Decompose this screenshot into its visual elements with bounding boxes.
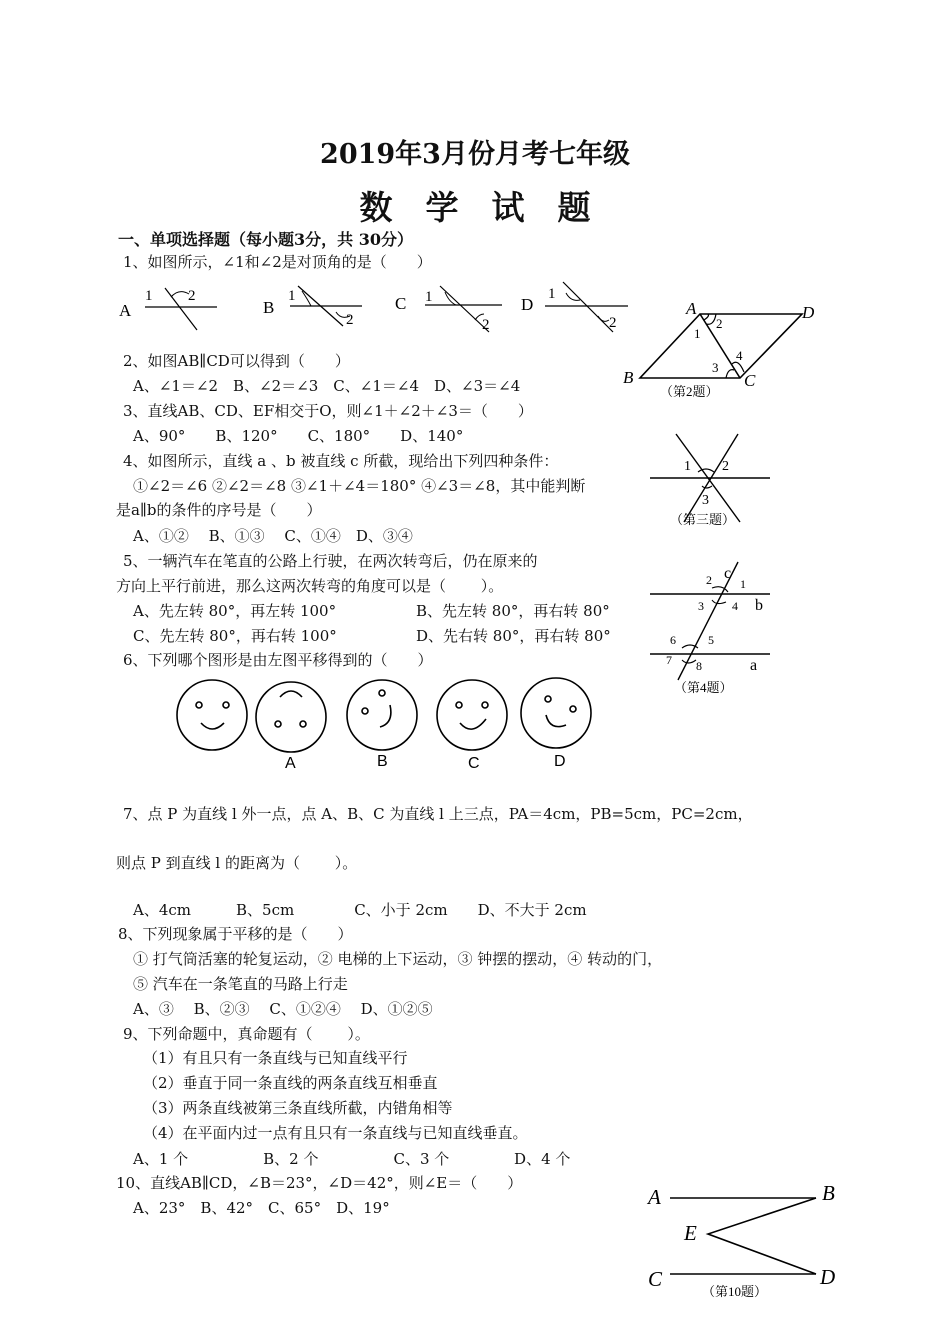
fig4-label-a: a bbox=[750, 657, 758, 674]
q2-stem: 2、如图AB∥CD可以得到（ ） bbox=[123, 352, 350, 370]
q1d-num2: 2 bbox=[609, 315, 617, 331]
q3-stem: 3、直线AB、CD、EF相交于O，则∠1＋∠2＋∠3＝（ ） bbox=[123, 402, 533, 420]
section-heading: 一、单项选择题（每小题3分，共 30分） bbox=[118, 230, 413, 249]
q6-label-c: C bbox=[468, 755, 480, 772]
figure-q2-svg bbox=[620, 296, 820, 406]
q5-option-b: B、先左转 80°，再右转 80° bbox=[416, 602, 610, 620]
q6-c-eye bbox=[482, 702, 488, 708]
q5-option-d: D、先右转 80°，再右转 80° bbox=[416, 627, 611, 645]
q1c-num1: 1 bbox=[425, 289, 433, 305]
fig2-point-b: B bbox=[623, 368, 634, 387]
fig2-arc bbox=[706, 314, 716, 324]
fig4-num7: 7 bbox=[666, 653, 672, 667]
q6-faces bbox=[170, 673, 610, 775]
fig4-num3: 3 bbox=[698, 599, 704, 613]
fig2-arc bbox=[704, 314, 709, 320]
q6-b-eye bbox=[362, 708, 368, 714]
page-title: 2019年3月份月考七年级 bbox=[320, 139, 630, 170]
fig3-caption: （第三题） bbox=[670, 512, 736, 527]
q1b-num1: 1 bbox=[288, 288, 296, 304]
q5-option-c: C、先左转 80°，再右转 100° bbox=[133, 627, 337, 645]
fig10-zigzag bbox=[708, 1198, 816, 1274]
fig2-point-d: D bbox=[802, 303, 815, 322]
q1-figures bbox=[115, 280, 635, 336]
fig2-point-c: C bbox=[744, 371, 756, 390]
figure-q4-svg bbox=[642, 558, 782, 698]
q6-d-eye bbox=[570, 706, 576, 712]
q9-item-2: （2）垂直于同一条直线的两条直线互相垂直 bbox=[143, 1074, 438, 1092]
q2-options: A、∠1＝∠2 B、∠2＝∠3 C、∠1＝∠4 D、∠3＝∠4 bbox=[133, 377, 521, 395]
q9-item-1: （1）有且只有一条直线与已知直线平行 bbox=[143, 1049, 408, 1067]
q1b-num2: 2 bbox=[346, 312, 354, 328]
fig10-point-c: C bbox=[648, 1267, 663, 1291]
figure-q2 bbox=[620, 296, 820, 406]
q1-option-b: B bbox=[263, 298, 275, 317]
fig3-arc bbox=[698, 469, 714, 472]
fig3-num3: 3 bbox=[702, 493, 709, 508]
q4-options: A、①② B、①③ C、①④ D、③④ bbox=[133, 527, 413, 545]
q6-c-eye bbox=[456, 702, 462, 708]
fig4-num2: 2 bbox=[706, 573, 712, 587]
fig2-caption: （第2题） bbox=[660, 384, 719, 399]
q9-options: A、1 个 B、2 个 C、3 个 D、4 个 bbox=[133, 1150, 571, 1168]
q9-item-3: （3）两条直线被第三条直线所截，内错角相等 bbox=[143, 1099, 453, 1117]
q4-stem-end: 是a∥b的条件的序号是（ ） bbox=[116, 501, 322, 519]
fig3-num2: 2 bbox=[722, 459, 729, 474]
q1-option-d: D bbox=[521, 295, 534, 314]
page-subtitle: 数 学 试 题 bbox=[359, 188, 591, 227]
figure-q3 bbox=[640, 430, 780, 530]
q5-stem: 5、一辆汽车在笔直的公路上行驶，在两次转弯后，仍在原来的 bbox=[123, 552, 538, 570]
fig4-label-b: b bbox=[755, 597, 763, 614]
fig2-num1: 1 bbox=[694, 326, 701, 341]
q3-options: A、90° B、120° C、180° D、140° bbox=[133, 427, 464, 445]
q6-face-a bbox=[256, 682, 326, 752]
figure-q4 bbox=[642, 558, 782, 698]
fig2-num3: 3 bbox=[712, 360, 719, 375]
q6-stem: 6、下列哪个图形是由左图平移得到的（ ） bbox=[123, 651, 433, 669]
q6-a-mouth bbox=[280, 691, 302, 697]
fig3-num1: 1 bbox=[684, 459, 691, 474]
q6-original-eye bbox=[223, 702, 229, 708]
q5-stem-end: 方向上平行前进，那么这两次转弯的角度可以是（ ）。 bbox=[116, 577, 504, 595]
q1a-num1: 1 bbox=[145, 288, 153, 304]
q1a-arc bbox=[171, 292, 189, 297]
q5-option-a: A、先左转 80°，再左转 100° bbox=[133, 602, 337, 620]
q9-item-4: （4）在平面内过一点有且只有一条直线与已知直线垂直。 bbox=[143, 1124, 528, 1142]
q10-stem: 10、直线AB∥CD，∠B＝23°，∠D＝42°，则∠E＝（ ） bbox=[116, 1174, 523, 1192]
fig2-arc bbox=[726, 370, 734, 378]
q8-options: A、③ B、②③ C、①②④ D、①②⑤ bbox=[133, 1000, 433, 1018]
fig4-arc bbox=[682, 660, 696, 663]
fig10-point-e: E bbox=[684, 1221, 697, 1245]
q6-label-b: B bbox=[377, 753, 388, 770]
q1a-num2: 2 bbox=[188, 288, 196, 304]
q6-label-a: A bbox=[285, 755, 296, 772]
q1d-num1: 1 bbox=[548, 286, 556, 302]
q6-face-d bbox=[521, 678, 591, 748]
q1d-transversal bbox=[563, 282, 613, 332]
fig4-num4: 4 bbox=[732, 599, 738, 613]
fig10-caption: （第10题） bbox=[702, 1284, 768, 1299]
fig2-point-a: A bbox=[686, 299, 697, 318]
q1c-num2: 2 bbox=[482, 317, 490, 333]
fig2-num2: 2 bbox=[716, 316, 723, 331]
figure-q10-svg bbox=[640, 1178, 850, 1304]
fig4-num5: 5 bbox=[708, 633, 714, 647]
q6-d-mouth bbox=[546, 715, 566, 727]
figure-q10 bbox=[640, 1178, 850, 1304]
q10-options: A、23° B、42° C、65° D、19° bbox=[133, 1199, 390, 1217]
fig4-label-c: c bbox=[724, 565, 732, 582]
q6-d-eye bbox=[545, 696, 551, 702]
fig2-num4: 4 bbox=[736, 348, 743, 363]
q1c-arc1 bbox=[445, 292, 456, 305]
q6-a-eye bbox=[275, 721, 281, 727]
q1-option-a: A bbox=[119, 301, 132, 320]
q1d-arc2 bbox=[598, 316, 609, 321]
q6-face-c bbox=[437, 680, 507, 750]
fig10-point-b: B bbox=[822, 1181, 835, 1205]
q4-stem: 4、如图所示，直线 a 、b 被直线 c 所截，现给出下列四种条件： bbox=[123, 452, 559, 470]
fig10-point-a: A bbox=[648, 1185, 661, 1209]
q6-original-mouth bbox=[201, 723, 224, 729]
q6-original-face bbox=[177, 680, 247, 750]
fig4-num1: 1 bbox=[740, 577, 746, 591]
q6-b-eye bbox=[379, 690, 385, 696]
q1-stem: 1、如图所示，∠1和∠2是对顶角的是（ ） bbox=[123, 253, 432, 271]
q6-label-d: D bbox=[554, 753, 566, 770]
q8-items-end: ⑤ 汽车在一条笔直的马路上行走 bbox=[133, 975, 348, 993]
figure-q3-svg bbox=[640, 430, 780, 530]
q4-conditions: ①∠2＝∠6 ②∠2＝∠8 ③∠1＋∠4＝180° ④∠3＝∠8，其中能判断 bbox=[133, 477, 586, 495]
q6-c-mouth bbox=[460, 719, 486, 729]
q1-figure-svg bbox=[115, 280, 635, 336]
q6-original-eye bbox=[196, 702, 202, 708]
fig10-point-d: D bbox=[820, 1265, 836, 1289]
q7-options: A、4cm B、5cm C、小于 2cm D、不大于 2cm bbox=[133, 901, 587, 919]
q6-b-mouth bbox=[380, 705, 391, 727]
q1-option-c: C bbox=[395, 294, 407, 313]
fig3-arc bbox=[702, 486, 712, 488]
q7-stem: 7、点 P 为直线 l 外一点，点 A、B、C 为直线 l 上三点，PA＝4cm，PB=5cm，PC=2cm， bbox=[123, 805, 753, 823]
q6-a-eye bbox=[300, 721, 306, 727]
fig4-num6: 6 bbox=[670, 633, 676, 647]
fig4-num8: 8 bbox=[696, 659, 702, 673]
q7-stem-end: 则点 P 到直线 l 的距离为（ ）。 bbox=[116, 854, 358, 872]
fig4-caption: （第4题） bbox=[674, 680, 733, 695]
q8-items: ① 打气筒活塞的轮复运动，② 电梯的上下运动，③ 钟摆的摆动，④ 转动的门， bbox=[133, 950, 663, 968]
q6-faces-svg bbox=[170, 673, 610, 775]
q9-stem: 9、下列命题中，真命题有（ ）。 bbox=[123, 1025, 370, 1043]
q8-stem: 8、下列现象属于平移的是（ ） bbox=[118, 925, 353, 943]
